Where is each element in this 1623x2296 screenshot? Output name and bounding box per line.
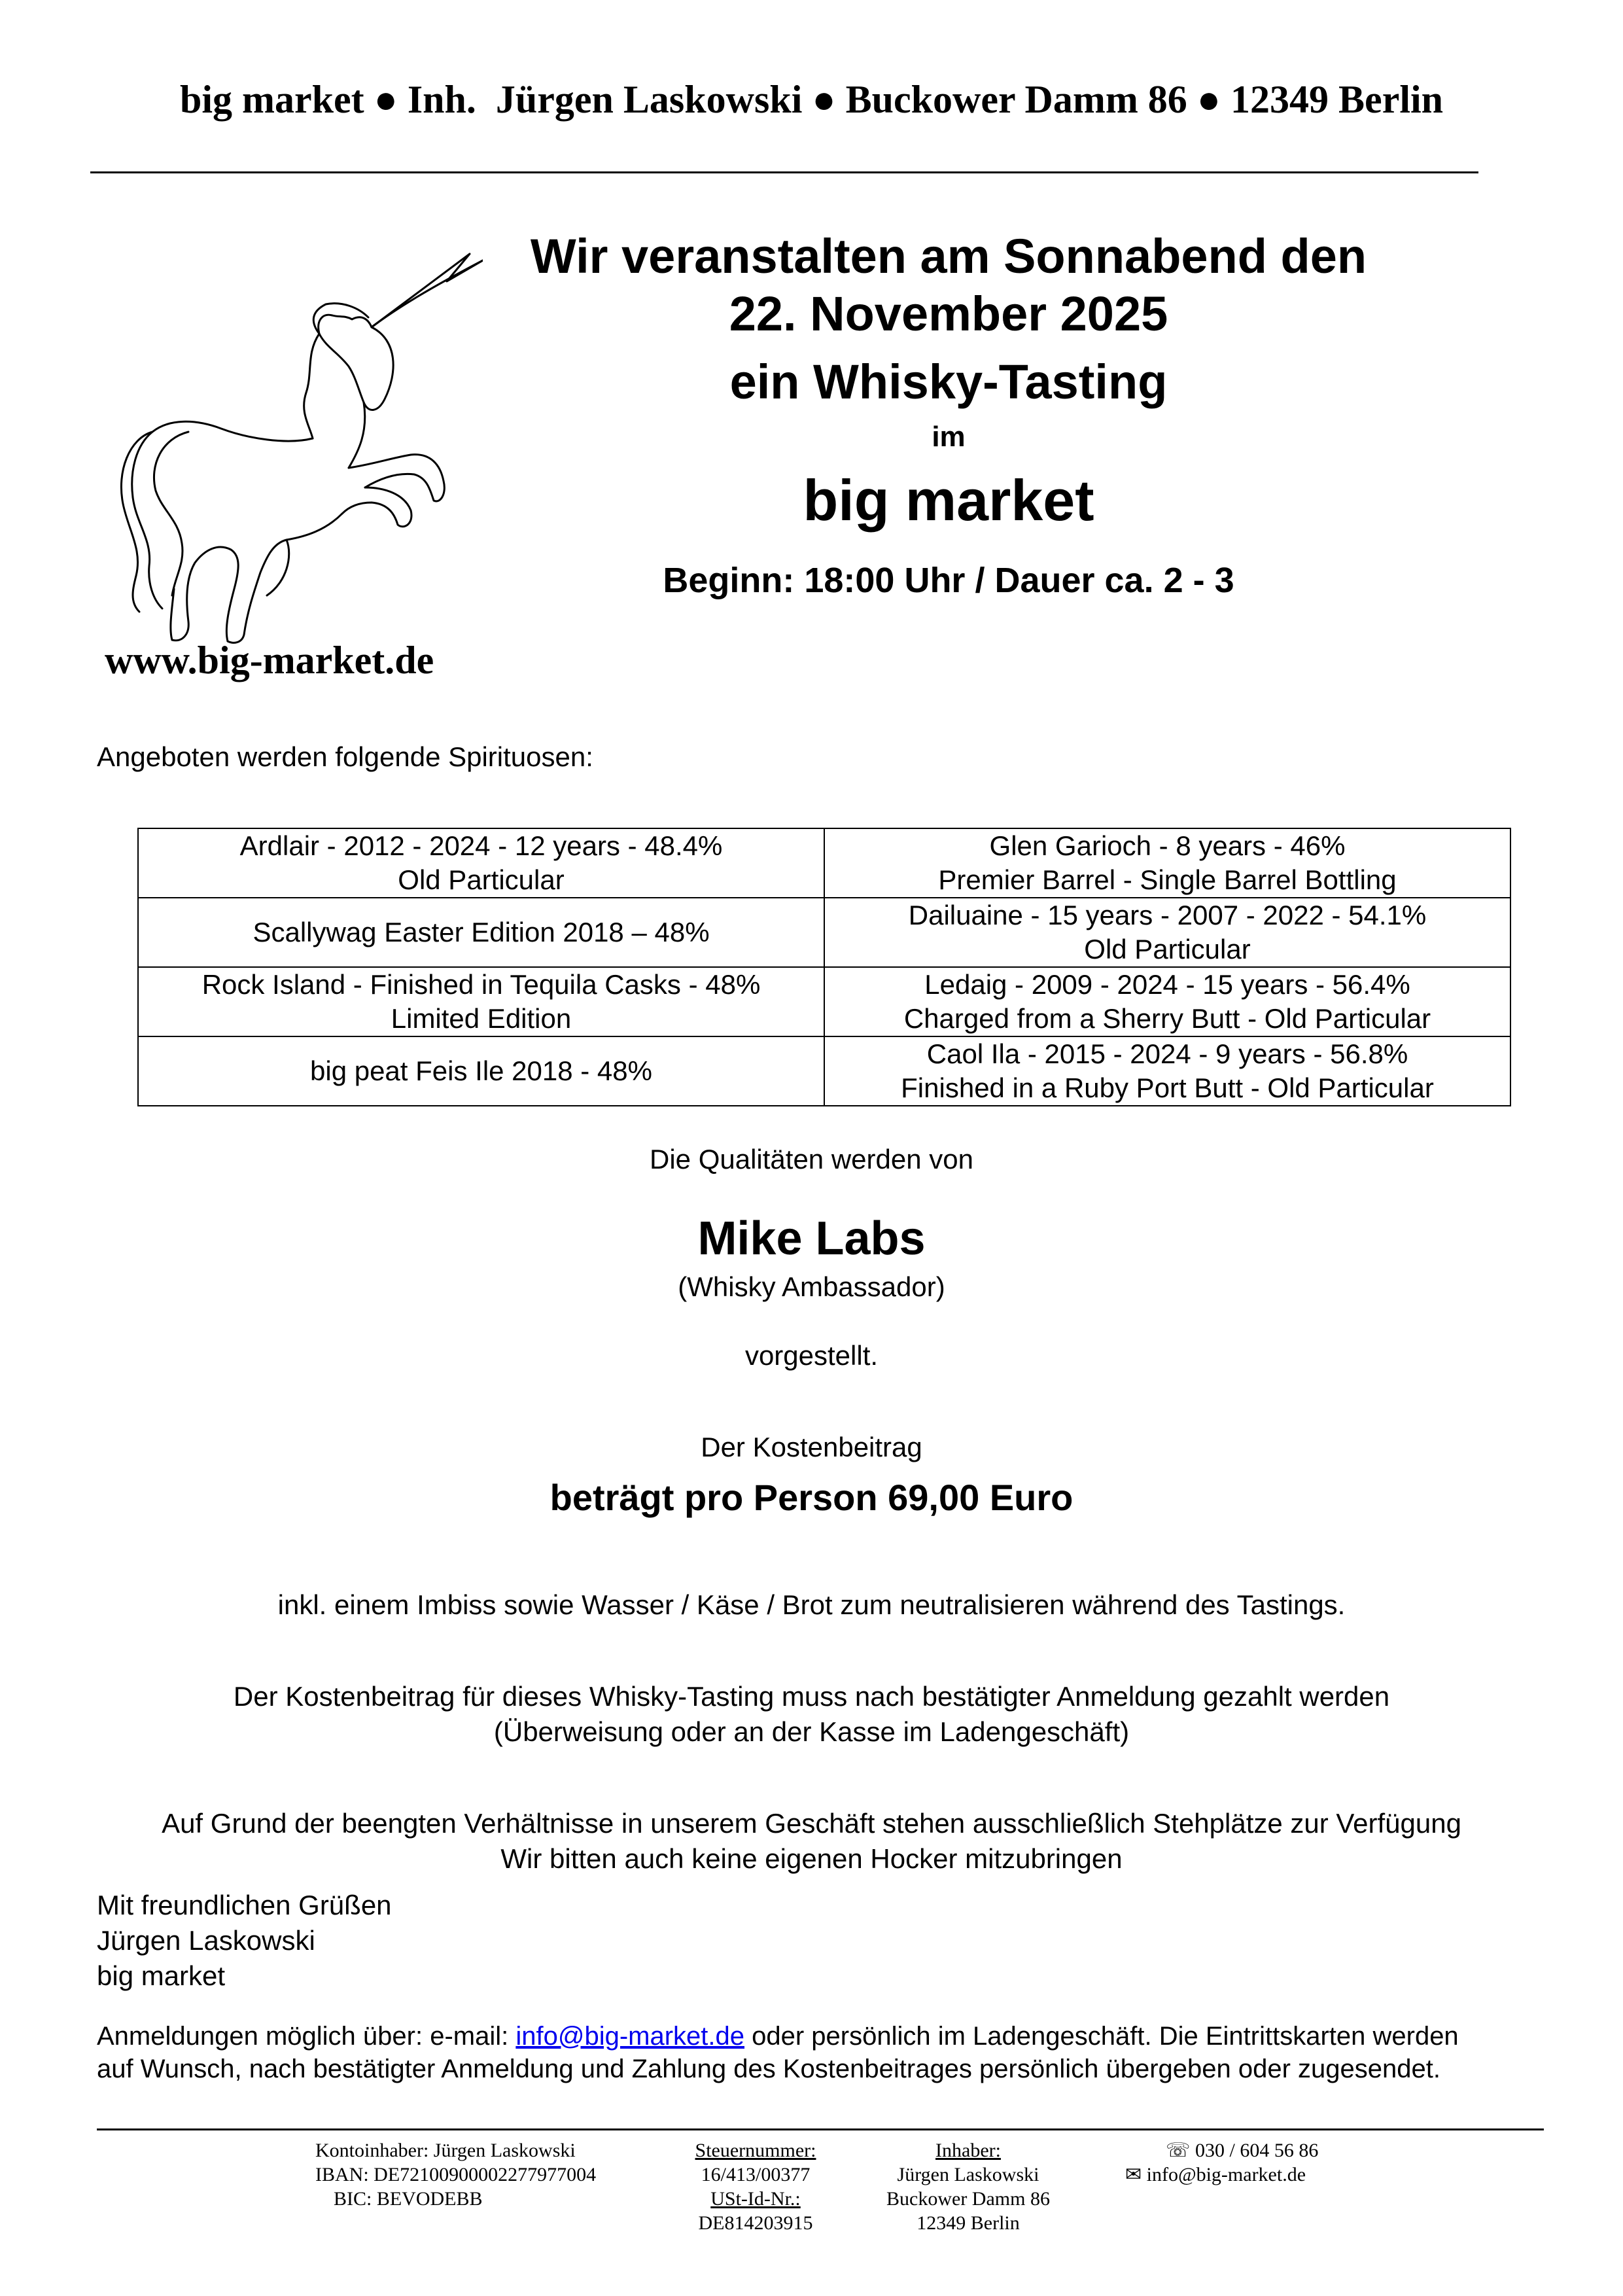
footer-owner [864,2138,1073,2235]
presenter-role: (Whisky Ambassador) [678,1271,945,1302]
registration-line-2: auf Wunsch, nach bestätigter Anmeldung und Zahlung des Kostenbeitrages persönlich übergeben oder zugesendet. [97,2055,1441,2083]
spirit-line: Scallywag Easter Edition 2018 – 48% [253,917,710,947]
footer-tax [680,2138,831,2235]
letterhead-divider [90,171,1478,173]
spirit-cell-right [824,967,1510,1036]
envelope-icon: ✉ [1125,2164,1142,2185]
headline-im: im [932,421,966,453]
closing-greeting: Mit freundlichen Grüßen [97,1890,392,1920]
footer-owner-street: Buckower Damm 86 [886,2188,1050,2210]
spirit-line: Charged from a Sherry Butt - Old Particular [903,1003,1431,1034]
footer-vat-number: DE814203915 [698,2212,813,2234]
spirit-line: Ardlair - 2012 - 2024 - 12 years - 48.4% [239,830,723,861]
headline-event: ein Whisky-Tasting [729,355,1168,409]
phone-icon: ☏ [1166,2140,1191,2161]
footer-email[interactable]: info@big-market.de [1146,2164,1306,2185]
cost-intro: Der Kostenbeitrag [701,1432,922,1462]
footer-owner-label: Inhaber: [935,2140,1001,2161]
presenter-name: Mike Labs [697,1212,926,1265]
footer-divider [97,2128,1544,2130]
payment-line-1: Der Kostenbeitrag für dieses Whisky-Tasting muss nach bestätigter Anmeldung gezahlt werden [233,1681,1390,1712]
spirit-cell-right [824,828,1510,898]
spirit-cell-left [138,1036,824,1106]
footer-contact [1125,2138,1318,2187]
unicorn-icon [90,242,483,648]
closing-name: Jürgen Laskowski [97,1925,315,1956]
registration-email-link[interactable]: info@big-market.de [515,2022,744,2051]
payment-line-2: (Überweisung oder an der Kasse im Ladengeschäft) [493,1716,1130,1747]
footer-vat-label: USt-Id-Nr.: [710,2188,801,2210]
headline-begin-time: Beginn: 18:00 Uhr / Dauer ca. 2 - 3 [663,561,1234,600]
event-headline [458,228,1439,603]
footer-tax-number: 16/413/00377 [701,2164,811,2185]
spirit-line: Caol Ila - 2015 - 2024 - 9 years - 56.8% [926,1038,1408,1069]
spirit-line: Limited Edition [391,1003,572,1034]
price: beträgt pro Person 69,00 Euro [550,1477,1073,1518]
spirit-line: Finished in a Ruby Port Butt - Old Particular [901,1072,1434,1103]
footer-bank-bic: BIC: BEVODEBB [334,2188,483,2210]
footer-bank [315,2138,596,2211]
spirits-table [137,828,1511,1106]
closing-company: big market [97,1960,226,1991]
headline-date: 22. November 2025 [729,287,1168,341]
table-row [138,828,1510,898]
spirit-line: Premier Barrel - Single Barrel Bottling [938,864,1397,895]
spirit-cell-right [824,898,1510,967]
footer-phone[interactable]: 030 / 604 56 86 [1195,2140,1319,2161]
spirit-line: big peat Feis Ile 2018 - 48% [310,1055,652,1086]
website-link[interactable]: www.big-market.de [105,639,434,682]
registration-prefix: Anmeldungen möglich über: e-mail: [97,2022,516,2051]
footer-owner-city: 12349 Berlin [916,2212,1020,2234]
spirit-line: Rock Island - Finished in Tequila Casks - 48% [201,969,761,1000]
registration-line-1 [97,2019,1459,2054]
offer-intro: Angeboten werden folgende Spirituosen: [97,741,593,772]
letterhead: big market ● Inh. Jürgen Laskowski ● Buckower Damm 86 ● 12349 Berlin [179,78,1444,121]
table-row [138,898,1510,967]
footer-tax-label: Steuernummer: [695,2140,816,2161]
spirit-line: Ledaig - 2009 - 2024 - 15 years - 56.4% [924,969,1410,1000]
notice-line-2: Wir bitten auch keine eigenen Hocker mitzubringen [500,1843,1123,1874]
spirit-line: Glen Garioch - 8 years - 46% [989,830,1346,861]
registration-suffix: oder persönlich im Ladengeschäft. Die Eintrittskarten werden [744,2022,1459,2051]
spirit-cell-left [138,967,824,1036]
headline-line-1: Wir veranstalten am Sonnabend den [530,229,1367,283]
spirit-line: Dailuaine - 15 years - 2007 - 2022 - 54.1% [908,900,1427,930]
footer-bank-iban: IBAN: DE72100900002277977004 [315,2164,597,2185]
spirit-line: Old Particular [1084,934,1251,964]
presenter-outro: vorgestellt. [744,1340,879,1371]
presenter-intro: Die Qualitäten werden von [650,1144,973,1174]
spirit-cell-left [138,898,824,967]
spirit-cell-right [824,1036,1510,1106]
spirit-cell-left [138,828,824,898]
table-row [138,1036,1510,1106]
headline-store: big market [803,468,1094,533]
notice-line-1: Auf Grund der beengten Verhältnisse in unserem Geschäft stehen ausschließlich Stehplätze zur Verfügung [162,1808,1461,1839]
footer-bank-holder: Kontoinhaber: Jürgen Laskowski [315,2140,576,2161]
spirit-line: Old Particular [398,864,565,895]
cost-includes: inkl. einem Imbiss sowie Wasser / Käse / Brot zum neutralisieren während des Tastings. [277,1589,1346,1620]
table-row [138,967,1510,1036]
footer-owner-name: Jürgen Laskowski [897,2164,1039,2185]
